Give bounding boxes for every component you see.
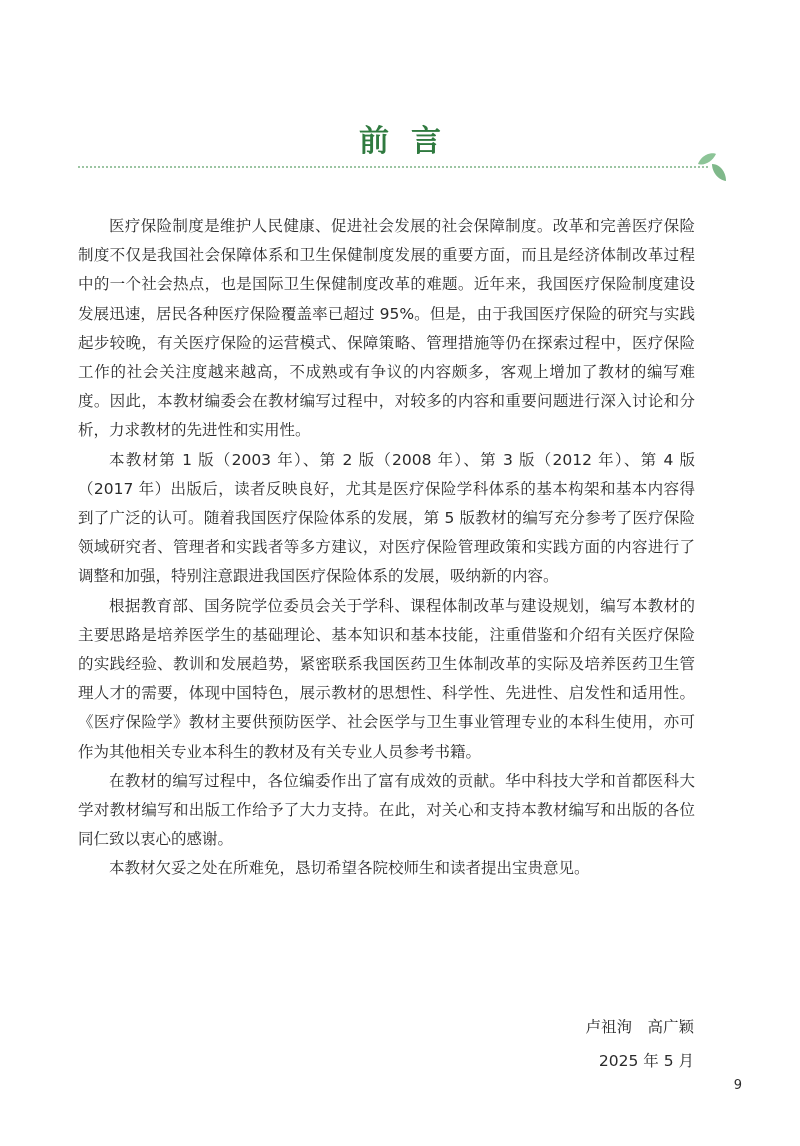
author-names: 卢祖洵 高广颖 — [585, 1018, 694, 1036]
signature-date: 2025 年 5 月 — [598, 1052, 694, 1070]
leaf-upper-icon — [698, 153, 716, 164]
leaf-lower-icon — [712, 164, 726, 181]
signature-block — [585, 1012, 694, 1076]
page-number: 9 — [733, 1078, 742, 1093]
paragraph: 在教材的编写过程中，各位编委作出了富有成效的贡献。华中科技大学和首都医科大学对教材编写和出版工作给予了大力支持。在此，对关心和支持本教材编写和出版的各位同仁致以衷心的感谢。 — [78, 771, 695, 849]
title-divider — [78, 166, 708, 168]
paragraph: 医疗保险制度是维护人民健康、促进社会发展的社会保障制度。改革和完善医疗保险制度不仅是我国社会保障体系和卫生保健制度发展的重要方面，而且是经济体制改革过程中的一个社会热点，也是国际卫生保健制度改革的难题。近年来，我国医疗保险制度建设发展迅速，居民各种医疗保险覆盖率已超过 95%。但是，由于我国医疗保险的研究与实践起步较晚，有关医疗保险的运营模式、保障策略、管理措施等仍在探索过程中，医疗保险工作的社会关注度越来越高，不成熟或有争议的内容颇多，客观上增加了教材的编写难度。因此，本教材编委会在教材编写过程中，对较多的内容和重要问题进行深入讨论和分析，力求教材的先进性和实用性。 — [78, 217, 695, 440]
leaves-icon — [694, 150, 730, 184]
preface-body — [78, 212, 695, 884]
page-title: 前言 — [359, 124, 463, 160]
paragraph: 本教材第 1 版（2003 年）、第 2 版（2008 年）、第 3 版（2012 年）、第 4 版（2017 年）出版后，读者反映良好，尤其是医疗保险学科体系的基本构架和基本内容得到了广泛的认可。随着我国医疗保险体系的发展，第 5 版教材的编写充分参考了医疗保险领域研究者、管理者和实践者等多方建议，对医疗保险管理政策和实践方面的内容进行了调整和加强，特别注意跟进我国医疗保险体系的发展，吸纳新的内容。 — [78, 450, 695, 586]
paragraph: 本教材欠妥之处在所难免，恳切希望各院校师生和读者提出宝贵意见。 — [109, 859, 590, 878]
paragraph: 根据教育部、国务院学位委员会关于学科、课程体制改革与建设规划，编写本教材的主要思路是培养医学生的基础理论、基本知识和基本技能，注重借鉴和介绍有关医疗保险的实践经验、教训和发展趋势，紧密联系我国医药卫生体制改革的实际及培养医药卫生管理人才的需要，体现中国特色，展示教材的思想性、科学性、先进性、启发性和适用性。《医疗保险学》教材主要供预防医学、社会医学与卫生事业管理专业的本科生使用，亦可作为其他相关专业本科生的教材及有关专业人员参考书籍。 — [78, 596, 695, 761]
